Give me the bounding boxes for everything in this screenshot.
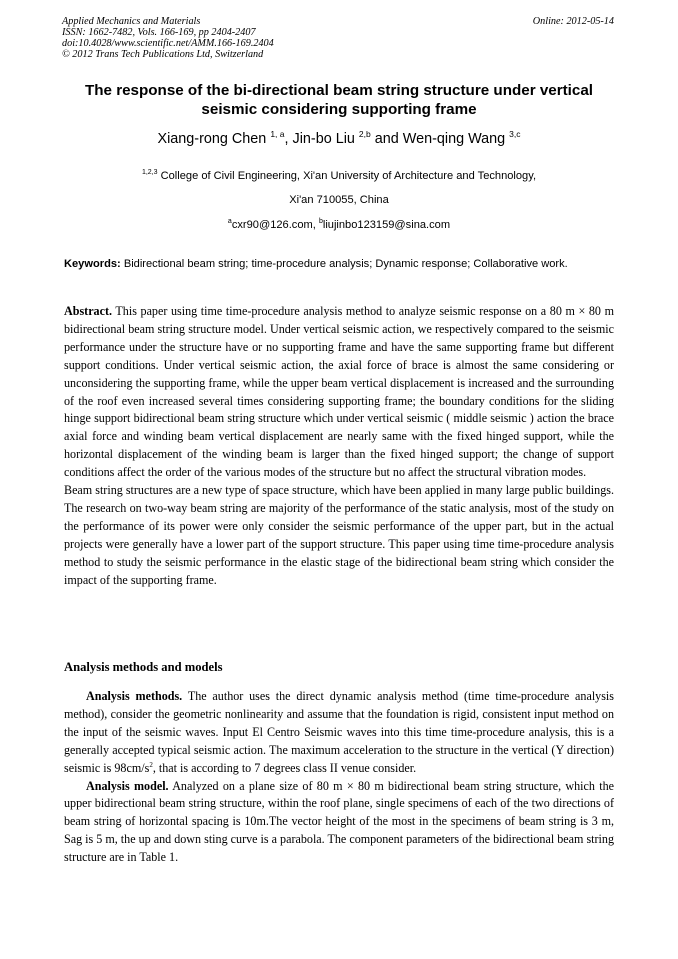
doi-line: doi:10.4028/www.scientific.net/AMM.166-169.2404 <box>62 37 274 49</box>
paper-title: The response of the bi-directional beam string structure under vertical seismic considering supporting frame <box>84 82 594 118</box>
abstract-paragraph: Abstract. This paper using time time-procedure analysis method to analyze seismic response on a 80 m × 80 m bidirectional beam string structure model. Under vertical seismic action, we respectively compared to the seismic performance under the structure have or no supporting frame and have the same supporting frame but different support conditions. Under vertical seismic action, the axial force of brace is almost the same considering or unconsidering the supporting frame, while the upper beam vertical displacement is increased and the surrounding of the roof even increased several times considering supporting frame; the boundary conditions for the sliding hinge support bidirectional beam string structure which under vertical seismic ( middle seismic ) action the brace axial force and winding beam vertical displacement are nearly same with the fixed hinged support, while the horizontal displacement of the winding beam is larger than the fixed hinged support; the change of support conditions affect the order of the various modes of the structure but no affect the structural vibration modes. <box>64 304 614 480</box>
author-sup: 2,b <box>358 129 371 139</box>
journal-name: Applied Mechanics and Materials <box>62 16 201 27</box>
affiliation-line-2: Xi'an 710055, China <box>289 194 389 206</box>
author-name: Jin-bo Liu <box>292 131 355 147</box>
model-paragraph: Analysis model. Analyzed on a plane size of 80 m × 80 m bidirectional beam string structure, which the upper bidirectional beam string structure, within the roof plane, single specimens of each of the two directions of beam string of horizontal spacing is 10m.The vector height of the most in the specimens of beam string is 3 m, Sag is 5 m, the up and down sting curve is a parabola. The component parameters of the bidirectional beam string structure are in Table 1. <box>64 778 614 865</box>
intro-paragraph: Beam string structures are a new type of space structure, which have been applied in many large public buildings. The research on two-way beam string are majority of the performance of the static analysis, most of the study on the performance of its power were only consider the seismic performance of the upper part, but in the actual projects were generally have a lower part of the support structure. This paper using time time-procedure analysis method to study the seismic performance in the elastic stage of the bidirectional beam string which consider the impact of the supporting frame. <box>64 483 614 587</box>
keywords-label: Keywords: <box>64 258 121 270</box>
issn-line: ISSN: 1662-7482, Vols. 166-169, pp 2404-2407 <box>62 26 256 38</box>
model-label: Analysis model. <box>86 778 169 793</box>
journal-header <box>62 17 614 61</box>
author-sup: 1, a <box>270 129 285 139</box>
methods-block <box>64 688 614 867</box>
author-sup: 3,c <box>509 129 521 139</box>
author-name: Xiang-rong Chen <box>157 131 267 147</box>
author-name: Wen-qing Wang <box>402 131 506 147</box>
online-date: Online: 2012-05-14 <box>532 16 614 27</box>
abstract-label: Abstract. <box>64 304 113 318</box>
author-list: Xiang-rong Chen $^{1, a}$, Jin-bo Liu $^{2,b}$ and Wen-qing Wang $^{3,c}$ <box>157 129 521 147</box>
email-a: cxr90@126.com <box>231 219 313 231</box>
methods-paragraph: Analysis methods. The author uses the direct dynamic analysis method (time time-procedure analysis method), consider the geometric nonlinearity and assume that the foundation is rigid, consistent input method on the input of the seismic waves. Input El Centro Seismic waves into this time time-procedure analysis, this is a generally accepted typical seismic action. The maximum acceleration to the structure in the vertical (Y direction) seismic is $98cm/s^2$, that is according to 7 degrees class II venue consider. <box>64 689 614 775</box>
keywords <box>64 256 614 273</box>
email-b: liujinbo123159@sina.com <box>322 219 451 231</box>
affiliation-line-1: $^{1,2,3}$ College of Civil Engineering, Xi'an University of Architecture and Technology, <box>141 169 537 182</box>
email-line: $^a$cxr90@126.com, $^b$liujinbo123159@sina.com <box>227 218 451 231</box>
copyright-line: © 2012 Trans Tech Publications Ltd, Switzerland <box>62 48 264 60</box>
section-heading: Analysis methods and models <box>64 660 223 674</box>
keywords-text: Bidirectional beam string; time-procedure analysis; Dynamic response; Collaborative work. <box>123 258 568 270</box>
methods-label: Analysis methods. <box>86 689 183 703</box>
abstract-block <box>64 303 614 590</box>
